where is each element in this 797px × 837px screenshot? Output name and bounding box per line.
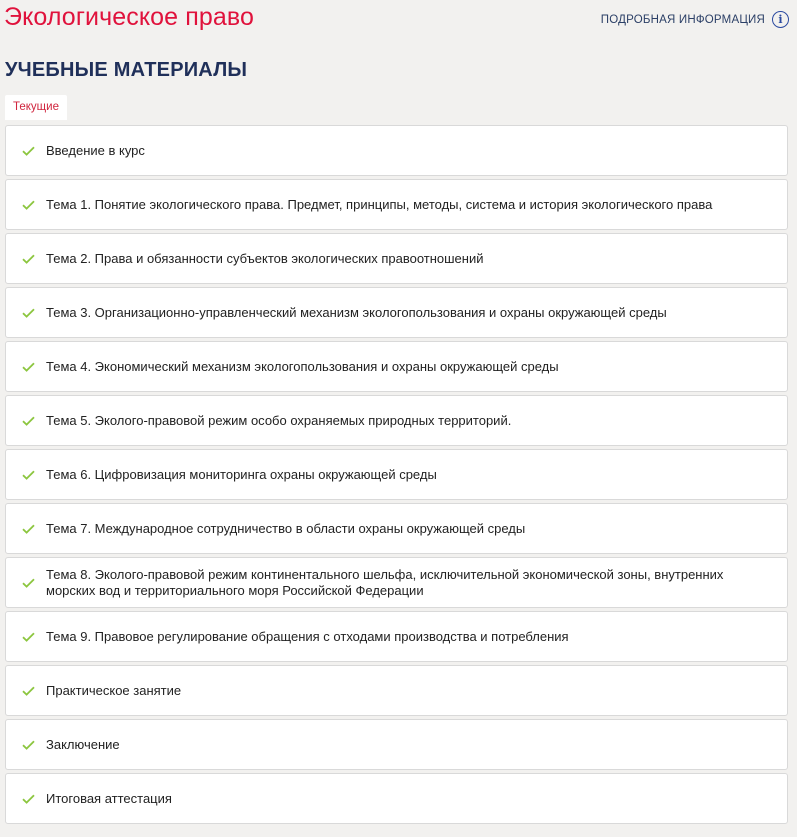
material-item-topic-9[interactable]: [5, 611, 788, 662]
material-item-label: Тема 6. Цифровизация мониторинга охраны окружающей среды: [46, 466, 437, 482]
material-item-final-assessment[interactable]: [5, 773, 788, 824]
material-item-topic-6[interactable]: [5, 449, 788, 500]
check-icon: [21, 360, 35, 374]
material-item-topic-5[interactable]: [5, 395, 788, 446]
materials-tabs: [5, 95, 67, 120]
material-item-label: Тема 5. Эколого-правовой режим особо охраняемых природных территорий.: [46, 412, 512, 428]
check-icon: [21, 414, 35, 428]
material-item-label: Введение в курс: [46, 142, 145, 158]
check-icon: [21, 252, 35, 266]
section-title: УЧЕБНЫЕ МАТЕРИАЛЫ: [5, 59, 248, 81]
material-item-label: Тема 4. Экономический механизм экологопользования и охраны окружающей среды: [46, 358, 559, 374]
check-icon: [21, 306, 35, 320]
material-item-topic-7[interactable]: [5, 503, 788, 554]
material-item-label: Тема 8. Эколого-правовой режим континентального шельфа, исключительной экономической зоны, внутренних морских вод и территориального моря Российской Федерации: [46, 566, 724, 598]
material-item-conclusion[interactable]: [5, 719, 788, 770]
material-item-practice[interactable]: [5, 665, 788, 716]
material-item-topic-2[interactable]: [5, 233, 788, 284]
material-item-label: Тема 7. Международное сотрудничество в области охраны окружающей среды: [46, 520, 526, 536]
material-item-label: Тема 2. Права и обязанности субъектов экологических правоотношений: [46, 250, 484, 266]
check-icon: [21, 522, 35, 536]
check-icon: [21, 576, 35, 590]
material-item-topic-3[interactable]: [5, 287, 788, 338]
details-link[interactable]: [601, 11, 789, 28]
check-icon: [21, 684, 35, 698]
material-item-topic-4[interactable]: [5, 341, 788, 392]
check-icon: [21, 198, 35, 212]
material-item-topic-1[interactable]: [5, 179, 788, 230]
material-item-label: Тема 9. Правовое регулирование обращения с отходами производства и потребления: [46, 628, 569, 644]
material-item-label: Итоговая аттестация: [46, 790, 172, 806]
material-item-topic-8[interactable]: [5, 557, 788, 608]
material-item-label: Тема 3. Организационно-управленческий механизм экологопользования и охраны окружающей среды: [46, 304, 667, 320]
materials-list: [5, 125, 788, 827]
check-icon: [21, 630, 35, 644]
material-item-label: Заключение: [46, 736, 120, 752]
details-link-label: ПОДРОБНАЯ ИНФОРМАЦИЯ: [600, 13, 765, 26]
check-icon: [21, 738, 35, 752]
material-item-intro[interactable]: [5, 125, 788, 176]
check-icon: [21, 144, 35, 158]
info-circle-icon[interactable]: i: [772, 11, 789, 28]
tab-current[interactable]: Текущие: [5, 95, 67, 120]
check-icon: [21, 468, 35, 482]
check-icon: [21, 792, 35, 806]
material-item-label: Практическое занятие: [46, 682, 182, 698]
course-title: Экологическое право: [4, 3, 254, 31]
material-item-label: Тема 1. Понятие экологического права. Предмет, принципы, методы, система и история экологического права: [46, 196, 713, 212]
